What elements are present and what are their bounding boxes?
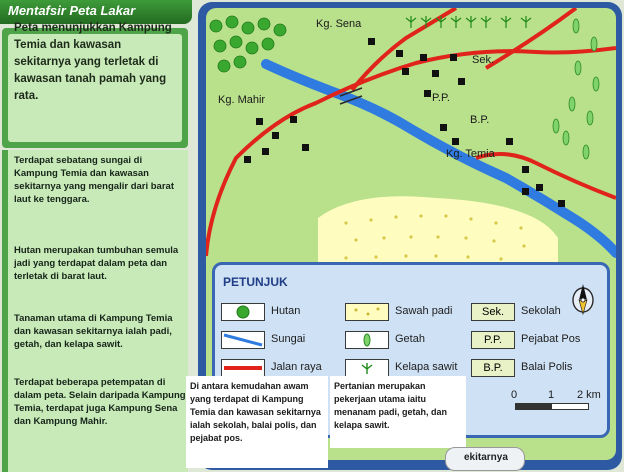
legend-title: PETUNJUK	[223, 275, 288, 289]
legend-label-police: Balai Polis	[521, 361, 573, 373]
note-river: Terdapat sebatang sungai di Kampung Temia dan kawasan sekitarnya yang mengalir dari barat laut ke tenggara.	[14, 155, 174, 205]
note-settlements: Terdapat beberapa petempatan di dalam peta. Selain daripada Kampung Temia, terdapat juga Kampung Sena dan Kampung Mahir.	[14, 377, 186, 427]
legend-river-symbol	[221, 331, 265, 349]
legend-road-symbol	[221, 359, 265, 377]
sekitarnya-tab-label: ekitarnya	[464, 452, 508, 463]
label-kg-mahir: Kg. Mahir	[218, 94, 266, 106]
intro-text: Peta menunjukkan Kampung Temia dan kawasan sekitarnya yang terletak di kawasan tanah pamah yang rata.	[14, 22, 172, 102]
legend-label-postoffice: Pejabat Pos	[521, 333, 581, 345]
label-kg-temia: Kg. Temia	[446, 148, 495, 160]
legend-palm-symbol	[345, 359, 389, 377]
scale-tick-0: 0	[511, 389, 518, 401]
legend-label-forest: Hutan	[271, 305, 301, 317]
legend-label-road: Jalan raya	[271, 361, 322, 373]
rubber-trees	[553, 19, 599, 159]
notes-panel	[2, 150, 188, 472]
scale-tick-2: 2 km	[577, 389, 601, 401]
note-forest: Hutan merupakan tumbuhan semula jadi yang terdapat dalam peta dan terletak di barat laut.	[14, 245, 179, 282]
label-pp: P.P.	[432, 92, 450, 104]
scale-bar	[515, 403, 589, 410]
legend-paddy-symbol	[345, 303, 389, 321]
popup-agriculture: Pertanian merupakan pekerjaan utama iaitu menanam padi, getah, dan kelapa sawit.	[330, 376, 466, 448]
legend-label-palm: Kelapa sawit	[395, 361, 458, 373]
label-kg-sena: Kg. Sena	[316, 18, 362, 30]
page-title: Mentafsir Peta Lakar	[8, 3, 136, 18]
label-bp: B.P.	[470, 114, 490, 126]
label-sek: Sek.	[472, 54, 495, 66]
paddy-field	[318, 196, 558, 270]
compass-icon	[570, 282, 596, 316]
legend-label-rubber: Getah	[395, 333, 425, 345]
legend-rubber-symbol	[345, 331, 389, 349]
popup-facilities: Di antara kemudahan awam yang terdapat di Kampung Temia dan kawasan sekitarnya ialah sekolah, balai polis, dan pejabat pos.	[186, 376, 328, 468]
legend-postoffice-symbol: P.P.	[471, 331, 515, 349]
legend-label-paddy: Sawah padi	[395, 305, 453, 317]
legend-label-river: Sungai	[271, 333, 306, 345]
legend-label-school: Sekolah	[521, 305, 561, 317]
legend-forest-symbol	[221, 303, 265, 321]
sekitarnya-tab[interactable]	[445, 447, 525, 471]
legend-police-symbol: B.P.	[471, 359, 515, 377]
note-crops: Tanaman utama di Kampung Temia dan kawasan sekitarnya ialah padi, getah, dan kelapa sawit.	[14, 313, 173, 350]
legend-school-symbol: Sek.	[471, 303, 515, 321]
scale-tick-1: 1	[548, 389, 555, 401]
